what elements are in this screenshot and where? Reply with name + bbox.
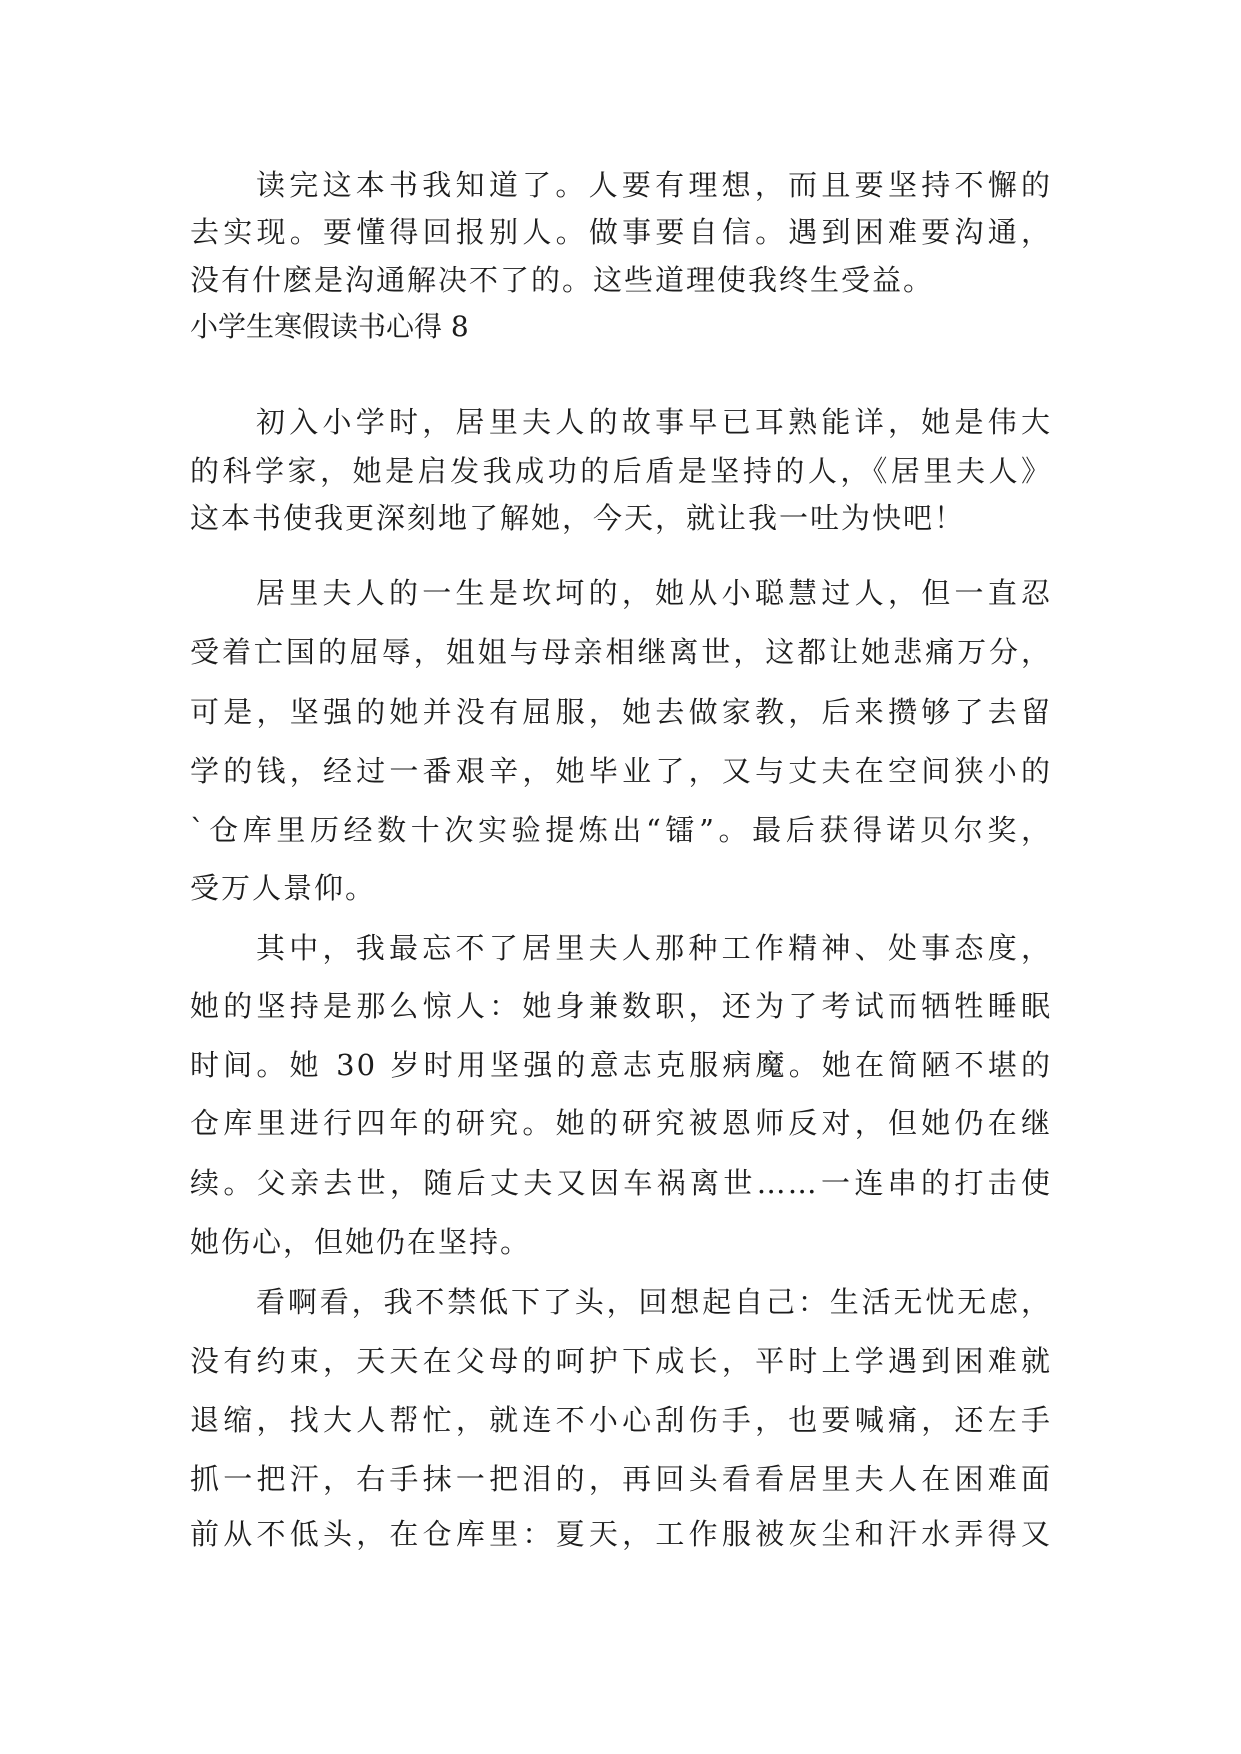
paragraph-line: 前从不低头，在仓库里：夏天，工作服被灰尘和汗水弄得又 bbox=[190, 1517, 1052, 1551]
paragraph-line: 受着亡国的屈辱，姐姐与母亲相继离世，这都让她悲痛万分， bbox=[190, 635, 1052, 669]
paragraph-line: `仓库里历经数十次实验提炼出“镭”。最后获得诺贝尔奖， bbox=[190, 813, 1052, 847]
paragraph-line: 受万人景仰。 bbox=[190, 871, 377, 905]
paragraph-line: 初入小学时，居里夫人的故事早已耳熟能详，她是伟大 bbox=[256, 405, 1052, 439]
paragraph-line: 这本书使我更深刻地了解她，今天，就让我一吐为快吧！ bbox=[190, 501, 966, 535]
paragraph-line: 时间。她 30 岁时用坚强的意志克服病魔。她在简陋不堪的 bbox=[190, 1048, 1052, 1082]
paragraph-line: 的科学家，她是启发我成功的后盾是坚持的人，《居里夫人》 bbox=[190, 454, 1052, 488]
paragraph-line: 抓一把汗，右手抹一把泪的，再回头看看居里夫人在困难面 bbox=[190, 1462, 1052, 1496]
paragraph-line: 其中，我最忘不了居里夫人那种工作精神、处事态度， bbox=[256, 931, 1052, 965]
paragraph-line: 学的钱，经过一番艰辛，她毕业了，又与丈夫在空间狭小的 bbox=[190, 754, 1052, 788]
paragraph-line: 读完这本书我知道了。人要有理想，而且要坚持不懈的 bbox=[256, 168, 1052, 202]
paragraph-line: 可是，坚强的她并没有屈服，她去做家教，后来攒够了去留 bbox=[190, 695, 1052, 729]
paragraph-line: 退缩，找大人帮忙，就连不小心刮伤手，也要喊痛，还左手 bbox=[190, 1403, 1052, 1437]
paragraph-line: 没有约束，天天在父母的呵护下成长，平时上学遇到困难就 bbox=[190, 1344, 1052, 1378]
paragraph-line: 没有什麽是沟通解决不了的。这些道理使我终生受益。 bbox=[190, 263, 935, 297]
section-heading: 小学生寒假读书心得 8 bbox=[190, 310, 469, 343]
paragraph-line: 她的坚持是那么惊人：她身兼数职，还为了考试而牺牲睡眠 bbox=[190, 989, 1052, 1023]
paragraph-line: 她伤心，但她仍在坚持。 bbox=[190, 1225, 532, 1259]
paragraph-line: 居里夫人的一生是坎坷的，她从小聪慧过人，但一直忍 bbox=[256, 576, 1052, 610]
paragraph-line: 看啊看，我不禁低下了头，回想起自己：生活无忧无虑， bbox=[256, 1285, 1052, 1319]
paragraph-line: 去实现。要懂得回报别人。做事要自信。遇到困难要沟通， bbox=[190, 215, 1052, 249]
paragraph-line: 仓库里进行四年的研究。她的研究被恩师反对，但她仍在继 bbox=[190, 1106, 1052, 1140]
paragraph-line: 续。父亲去世，随后丈夫又因车祸离世……一连串的打击使 bbox=[190, 1166, 1052, 1200]
